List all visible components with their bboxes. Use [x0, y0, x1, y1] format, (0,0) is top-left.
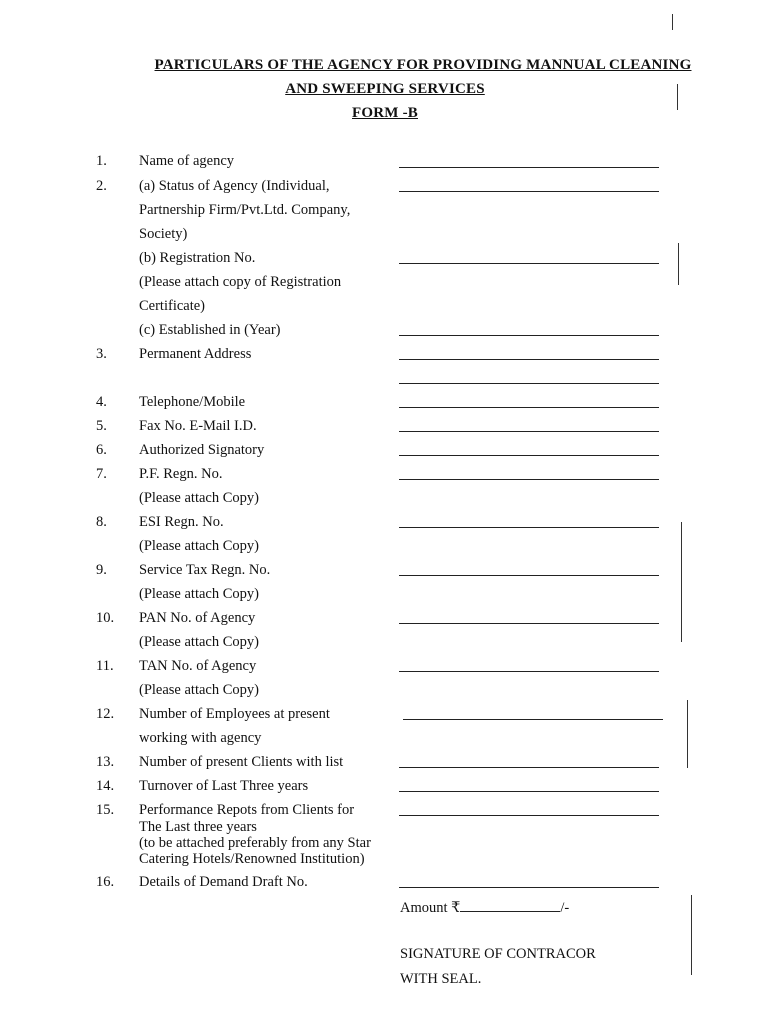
item-label: (Please attach Copy) — [139, 538, 259, 554]
item-label: Number of Employees at present — [139, 706, 330, 722]
item-label: Performance Repots from Clients for — [139, 802, 355, 818]
item-label: Permanent Address — [139, 346, 252, 362]
item-number: 11. — [96, 658, 114, 674]
item-label: (a) Status of Agency (Individual, — [139, 178, 330, 194]
form-label: FORM -B — [352, 105, 418, 121]
item-label: (b) Registration No. — [139, 250, 256, 266]
scan-mark — [678, 243, 679, 285]
answer-line[interactable] — [399, 527, 659, 528]
item-number: 16. — [96, 874, 115, 890]
item-number: 15. — [96, 802, 115, 818]
item-label: PAN No. of Agency — [139, 610, 256, 626]
item-label: Number of present Clients with list — [139, 754, 344, 770]
amount-field — [400, 897, 569, 917]
answer-line[interactable] — [399, 455, 659, 456]
answer-line[interactable] — [399, 167, 659, 168]
answer-line[interactable] — [399, 263, 659, 264]
answer-line[interactable] — [399, 767, 659, 768]
item-label: Telephone/Mobile — [139, 394, 246, 410]
item-label: TAN No. of Agency — [139, 658, 257, 674]
signature-line1: SIGNATURE OF CONTRACOR — [400, 946, 596, 962]
item-label: ESI Regn. No. — [139, 514, 224, 530]
item-number: 7. — [96, 466, 107, 482]
item-label: Service Tax Regn. No. — [139, 562, 271, 578]
item-number: 9. — [96, 562, 107, 578]
item-label: (Please attach Copy) — [139, 490, 259, 506]
item-label: P.F. Regn. No. — [139, 466, 223, 482]
signature-line2: WITH SEAL. — [400, 971, 482, 987]
item-number: 1. — [96, 153, 107, 169]
answer-line[interactable] — [399, 407, 659, 408]
scan-mark — [677, 84, 678, 110]
form-title-line1: PARTICULARS OF THE AGENCY FOR PROVIDING MANNUAL CLEANING — [154, 57, 692, 73]
item-label: (c) Established in (Year) — [139, 322, 281, 338]
item-label: Certificate) — [139, 298, 206, 314]
scan-mark — [687, 700, 688, 768]
amount-suffix: /- — [560, 900, 570, 916]
item-number: 6. — [96, 442, 107, 458]
item-number: 12. — [96, 706, 115, 722]
answer-line[interactable] — [399, 575, 659, 576]
item-number: 8. — [96, 514, 107, 530]
item-label: Name of agency — [139, 153, 235, 169]
answer-line[interactable] — [399, 383, 659, 384]
form-title-line2: AND SWEEPING SERVICES — [285, 81, 485, 97]
answer-line[interactable] — [399, 815, 659, 816]
item-label: Partnership Firm/Pvt.Ltd. Company, — [139, 202, 351, 218]
answer-line[interactable] — [399, 359, 659, 360]
item-label: Details of Demand Draft No. — [139, 874, 308, 890]
amount-label: Amount ₹ — [400, 900, 461, 916]
item-label: Society) — [139, 226, 188, 242]
answer-line[interactable] — [399, 335, 659, 336]
item-number: 13. — [96, 754, 115, 770]
answer-line[interactable] — [403, 719, 663, 720]
amount-blank — [460, 897, 560, 912]
answer-line[interactable] — [399, 191, 659, 192]
item-number: 14. — [96, 778, 115, 794]
item-label: Turnover of Last Three years — [139, 778, 309, 794]
answer-line[interactable] — [399, 623, 659, 624]
item-label: (to be attached preferably from any Star — [139, 835, 371, 851]
item-label: (Please attach Copy) — [139, 634, 259, 650]
item-number: 10. — [96, 610, 115, 626]
answer-line[interactable] — [399, 431, 659, 432]
scan-mark — [691, 895, 692, 975]
answer-line[interactable] — [399, 887, 659, 888]
scan-mark — [681, 522, 682, 642]
item-label: The Last three years — [139, 819, 257, 835]
answer-line[interactable] — [399, 671, 659, 672]
scan-mark — [672, 14, 673, 30]
item-number: 4. — [96, 394, 107, 410]
item-label: Fax No. E-Mail I.D. — [139, 418, 257, 434]
item-label: working with agency — [139, 730, 262, 746]
answer-line[interactable] — [399, 791, 659, 792]
item-label: (Please attach Copy) — [139, 682, 259, 698]
answer-line[interactable] — [399, 479, 659, 480]
item-label: (Please attach Copy) — [139, 586, 259, 602]
item-label: Catering Hotels/Renowned Institution) — [139, 851, 365, 867]
item-number: 3. — [96, 346, 107, 362]
item-label: Authorized Signatory — [139, 442, 265, 458]
item-number: 5. — [96, 418, 107, 434]
item-number: 2. — [96, 178, 107, 194]
item-label: (Please attach copy of Registration — [139, 274, 342, 290]
